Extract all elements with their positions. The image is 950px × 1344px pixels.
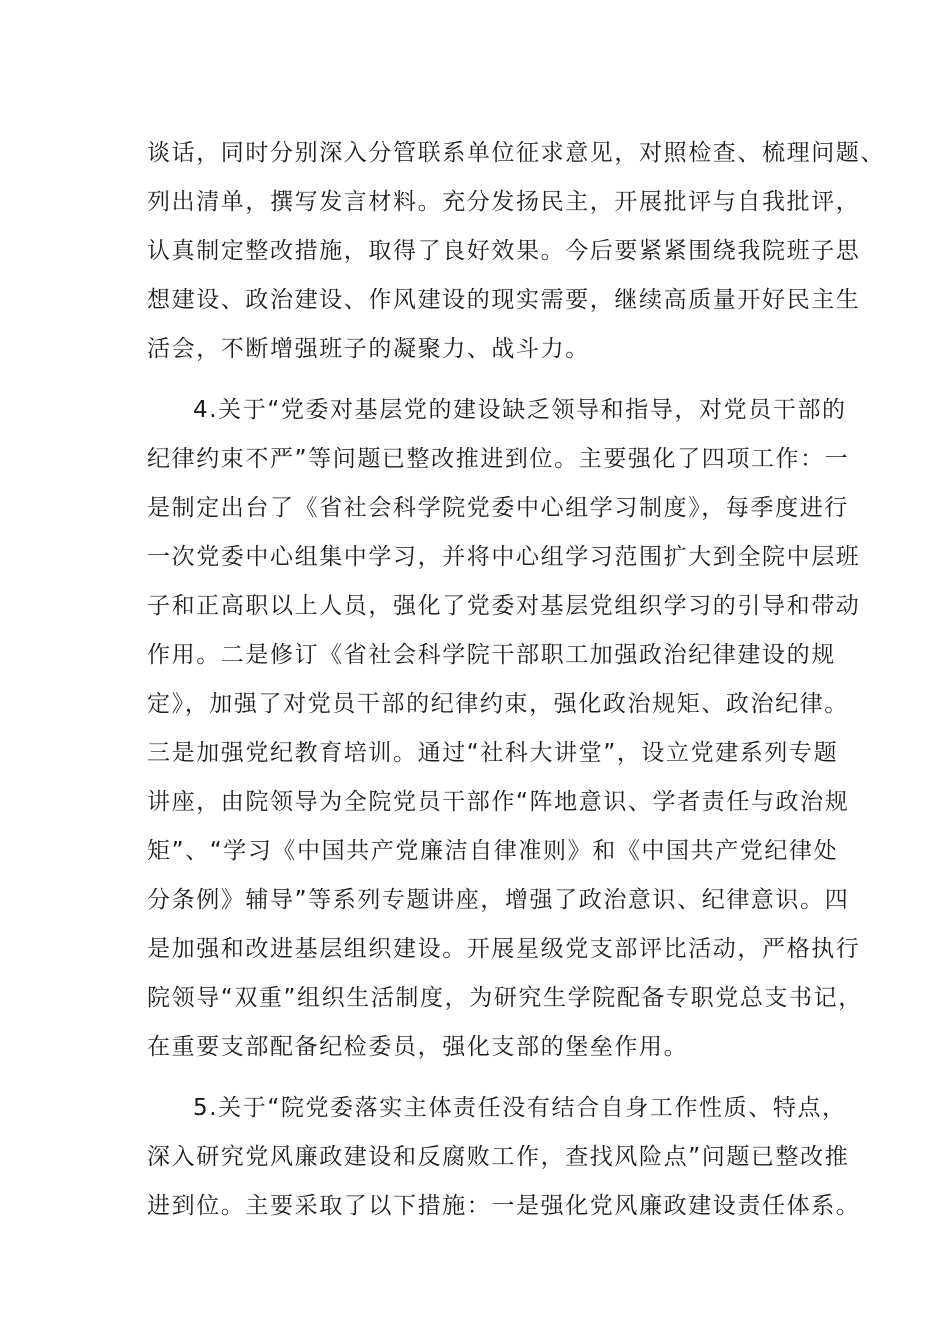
text-line: 作用。二是修订《省社会科学院干部职工加强政治纪律建设的规 — [147, 642, 836, 668]
text-line: 分条例》辅导”等系列专题讲座，增强了政治意识、纪律意识。四 — [147, 887, 850, 913]
text-line: 是加强和改进基层组织建设。开展星级党支部评比活动，严格执行 — [147, 936, 861, 962]
text-line: 子和正高职以上人员，强化了党委对基层党组织学习的引导和带动 — [147, 593, 861, 619]
text-line: 认真制定整改措施，取得了良好效果。今后要紧紧围绕我院班子思 — [147, 238, 861, 264]
text-line: 是制定出台了《省社会科学院党委中心组学习制度》，每季度进行 — [147, 495, 849, 521]
text-line: 想建设、政治建设、作风建设的现实需要，继续高质量开好民主生 — [147, 287, 861, 313]
text-line: 4.关于“党委对基层党的建设缺乏领导和指导，对党员干部的 — [193, 397, 847, 423]
text-line: 一次党委中心组集中学习，并将中心组学习范围扩大到全院中层班 — [147, 544, 861, 570]
paragraph-gap — [147, 1072, 837, 1084]
text-line: 谈话，同时分别深入分管联系单位征求意见，对照检查、梳理问题、 — [147, 140, 885, 166]
text-line: 讲座，由院领导为全院党员干部作“阵地意识、学者责任与政治规 — [147, 789, 850, 815]
text-line: 矩”、“学习《中国共产党廉洁自律准则》和《中国共产党纪律处 — [147, 838, 839, 864]
document-body — [147, 129, 885, 1231]
paragraph-continued — [147, 129, 885, 374]
paragraph-5 — [147, 1084, 861, 1231]
text-line: 三是加强党纪教育培训。通过“社科大讲堂”，设立党建系列专题 — [147, 740, 839, 766]
text-line: 在重要支部配备纪检委员，强化支部的堡垒作用。 — [147, 1034, 689, 1060]
text-line: 5.关于“院党委落实主体责任没有结合自身工作性质、特点， — [193, 1095, 847, 1121]
paragraph-4 — [147, 386, 863, 1072]
text-line: 定》，加强了对党员干部的纪律约束，强化政治规矩、政治纪律。 — [147, 691, 849, 717]
text-line: 院领导“双重”组织生活制度，为研究生学院配备专职党总支书记， — [147, 985, 863, 1011]
text-line: 进到位。主要采取了以下措施：一是强化党风廉政建设责任体系。 — [147, 1193, 861, 1219]
text-line: 列出清单，撰写发言材料。充分发扬民主，开展批评与自我批评， — [147, 189, 861, 215]
text-line: 纪律约束不严”等问题已整改推进到位。主要强化了四项工作：一 — [147, 446, 850, 472]
paragraph-gap — [147, 374, 837, 386]
text-line: 深入研究党风廉政建设和反腐败工作，查找风险点”问题已整改推 — [147, 1144, 850, 1170]
text-line: 活会，不断增强班子的凝聚力、战斗力。 — [147, 336, 590, 362]
